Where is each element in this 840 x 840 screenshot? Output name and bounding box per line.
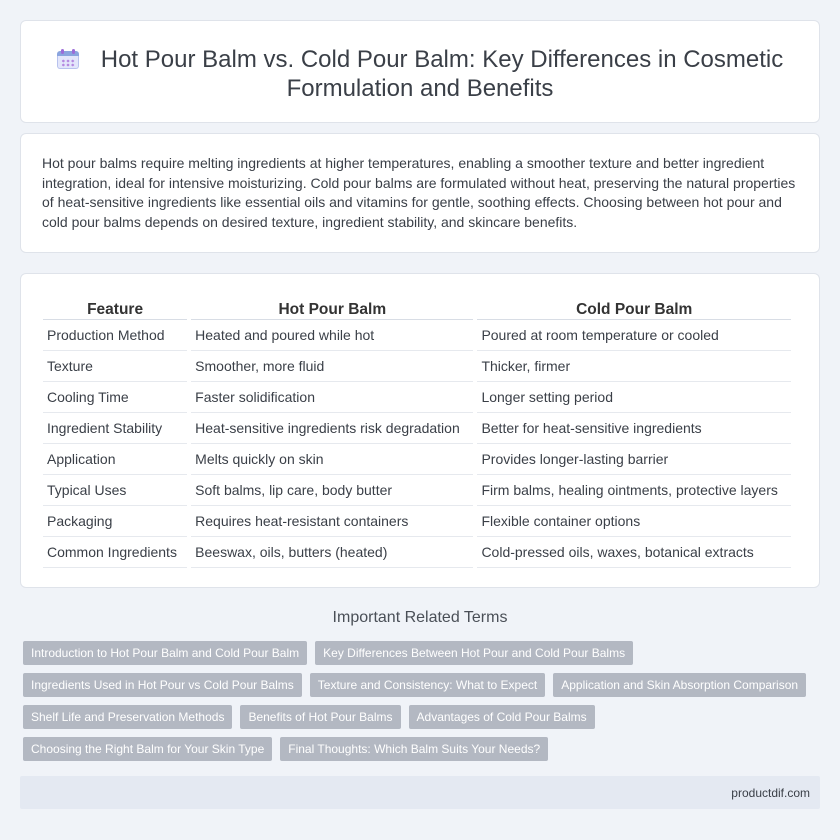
table-cell: Texture xyxy=(43,351,187,382)
footer-site-link[interactable]: productdif.com xyxy=(731,786,810,800)
related-term-link[interactable]: Key Differences Between Hot Pour and Cold Pour Balms xyxy=(315,641,633,665)
related-term-link[interactable]: Shelf Life and Preservation Methods xyxy=(23,705,232,729)
table-row xyxy=(43,475,791,506)
table-cell: Heated and poured while hot xyxy=(191,320,473,351)
table-cell: Poured at room temperature or cooled xyxy=(477,320,791,351)
related-term-link[interactable]: Advantages of Cold Pour Balms xyxy=(409,705,595,729)
table-cell: Longer setting period xyxy=(477,382,791,413)
related-term-link[interactable]: Choosing the Right Balm for Your Skin Type xyxy=(23,737,272,761)
comparison-table xyxy=(39,296,795,568)
table-cell: Cold-pressed oils, waxes, botanical extracts xyxy=(477,537,791,568)
intro-card xyxy=(20,133,820,253)
related-term-link[interactable]: Ingredients Used in Hot Pour vs Cold Pour Balms xyxy=(23,673,302,697)
table-cell: Firm balms, healing ointments, protective layers xyxy=(477,475,791,506)
table-header-row xyxy=(43,296,791,320)
page-title-text: Hot Pour Balm vs. Cold Pour Balm: Key Differences in Cosmetic Formulation and Benefits xyxy=(100,46,784,102)
table-cell: Flexible container options xyxy=(477,506,791,537)
table-cell: Better for heat-sensitive ingredients xyxy=(477,413,791,444)
table-row xyxy=(43,382,791,413)
table-cell: Cooling Time xyxy=(43,382,187,413)
table-cell: Packaging xyxy=(43,506,187,537)
table-cell: Ingredient Stability xyxy=(43,413,187,444)
related-term-link[interactable]: Introduction to Hot Pour Balm and Cold Pour Balm xyxy=(23,641,307,665)
table-cell: Heat-sensitive ingredients risk degradation xyxy=(191,413,473,444)
related-term-link[interactable]: Benefits of Hot Pour Balms xyxy=(240,705,400,729)
table-cell: Smoother, more fluid xyxy=(191,351,473,382)
title-card xyxy=(20,20,820,123)
table-cell: Typical Uses xyxy=(43,475,187,506)
footer xyxy=(20,776,820,809)
table-row xyxy=(43,320,791,351)
page-title xyxy=(21,45,819,103)
table-cell: Faster solidification xyxy=(191,382,473,413)
table-cell: Soft balms, lip care, body butter xyxy=(191,475,473,506)
related-term-link[interactable]: Application and Skin Absorption Comparison xyxy=(553,673,806,697)
comparison-table-card xyxy=(20,273,820,588)
intro-text: Hot pour balms require melting ingredients at higher temperatures, enabling a smoother texture and better ingredient integration, ideal for intensive moisturizing. Cold pour balms are formulated without heat, preserving the natural properties of heat-sensitive ingredients like essential oils and vitamins for gentle, soothing effects. Choosing between hot pour and cold pour balms depends on desired texture, ingredient stability, and skincare benefits. xyxy=(42,155,796,230)
table-cell: Application xyxy=(43,444,187,475)
table-cell: Beeswax, oils, butters (heated) xyxy=(191,537,473,568)
calendar-icon xyxy=(57,49,79,69)
related-terms-list xyxy=(23,641,823,769)
column-header-cold-pour: Cold Pour Balm xyxy=(477,296,791,320)
related-term-link[interactable]: Texture and Consistency: What to Expect xyxy=(310,673,545,697)
table-cell: Thicker, firmer xyxy=(477,351,791,382)
related-term-link[interactable]: Final Thoughts: Which Balm Suits Your Needs? xyxy=(280,737,548,761)
table-cell: Common Ingredients xyxy=(43,537,187,568)
table-row xyxy=(43,351,791,382)
table-cell: Melts quickly on skin xyxy=(191,444,473,475)
table-cell: Provides longer-lasting barrier xyxy=(477,444,791,475)
table-row xyxy=(43,413,791,444)
table-row xyxy=(43,537,791,568)
column-header-hot-pour: Hot Pour Balm xyxy=(191,296,473,320)
column-header-feature: Feature xyxy=(43,296,187,320)
table-cell: Requires heat-resistant containers xyxy=(191,506,473,537)
related-terms-heading: Important Related Terms xyxy=(332,609,508,626)
table-cell: Production Method xyxy=(43,320,187,351)
table-row xyxy=(43,444,791,475)
table-row xyxy=(43,506,791,537)
